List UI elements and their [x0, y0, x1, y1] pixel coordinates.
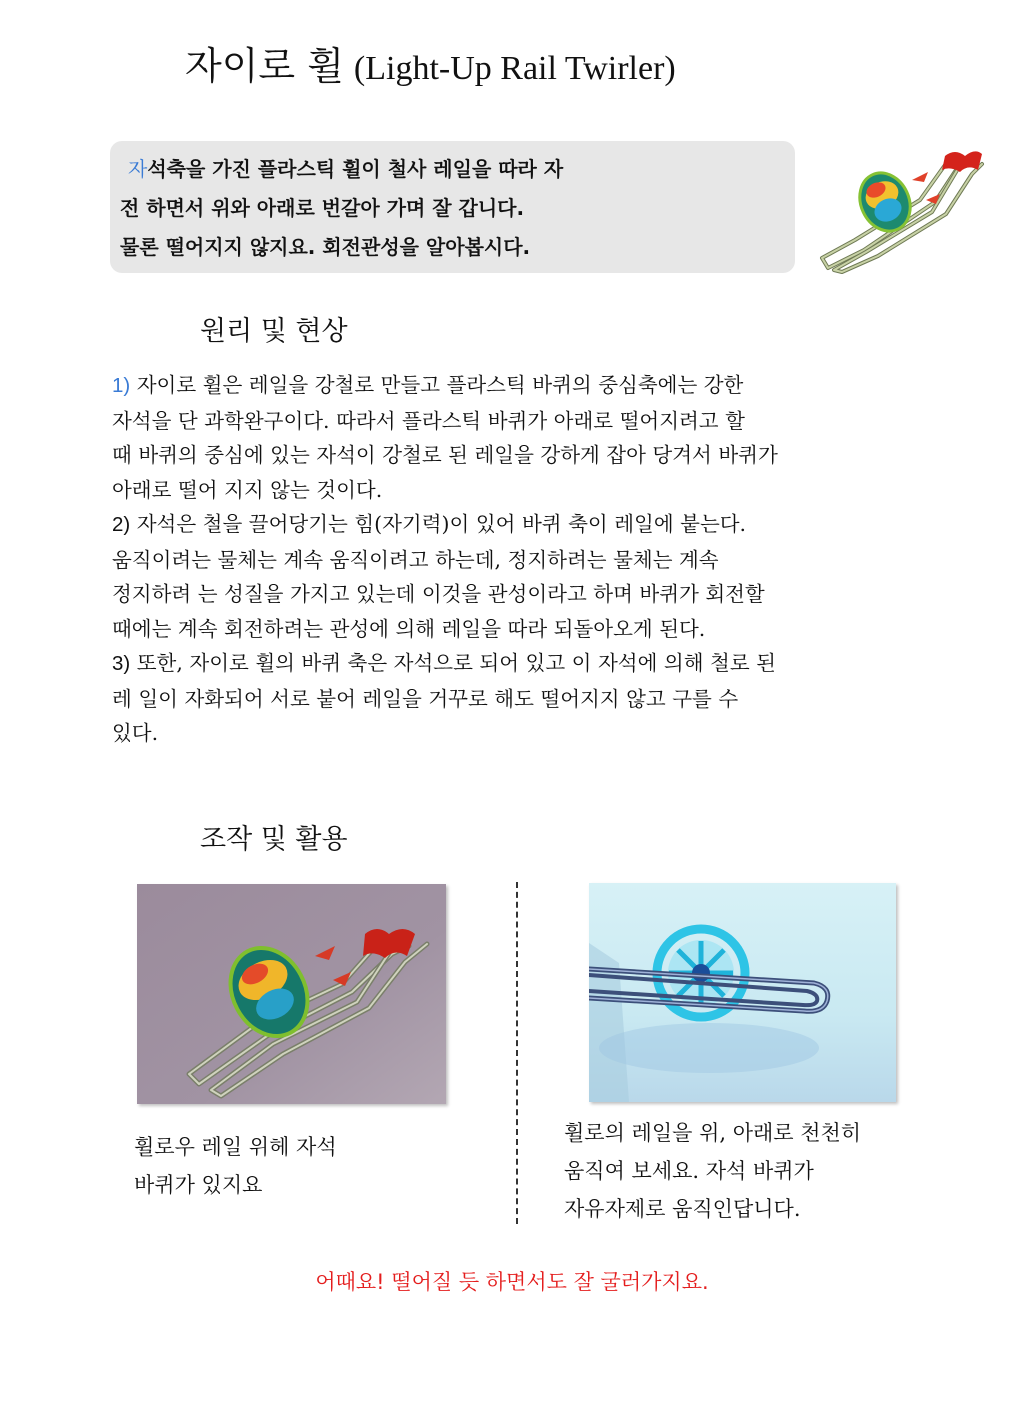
caption-left-line-1: 휠로우 레일 위헤 자석	[134, 1135, 337, 1159]
intro-line-1	[120, 150, 785, 189]
intro-text	[120, 150, 785, 267]
principle-line: 때 바퀴의 중심에 있는 자석이 강철로 된 레일을 강하게 잡아 당겨서 바퀴가	[112, 443, 778, 467]
caption-left	[134, 1128, 337, 1204]
principle-line: 움직이려는 물체는 계속 움직이려고 하는데, 정지하려는 물체는 계속	[112, 547, 719, 572]
caption-left-line-2: 바퀴가 있지요	[134, 1173, 263, 1197]
intro-line-1-rest: 석축을 가진 플라스틱 휠이 철사 레일을 따라 자	[147, 157, 564, 181]
caption-right-line-2: 움직여 보세요. 자석 바퀴가	[564, 1159, 814, 1183]
intro-line-3: 물론 떨어지지 않지요. 회전관성을 알아봅시다.	[120, 235, 531, 259]
principle-text: 또한, 자이로 휠의 바퀴 축은 자석으로 되어 있고 이 자석에 의해 철로 된	[130, 651, 776, 675]
principle-line	[112, 507, 1017, 543]
principle-line: 있다.	[112, 721, 159, 745]
principle-line: 정지하려 는 성질을 가지고 있는데 이것을 관성이라고 하며 바퀴가 회전할	[112, 582, 765, 606]
dashed-divider	[516, 882, 518, 1224]
principle-line: 레 일이 자화되어 서로 붙어 레일을 거꾸로 해도 떨어지지 않고 구를 수	[112, 686, 739, 711]
caption-right-line-1: 휠로의 레일을 위, 아래로 천천히	[564, 1121, 862, 1145]
caption-right-line-3: 자유자제로 움직인답니다.	[564, 1197, 801, 1221]
principle-line: 아래로 떨어 지지 않는 것이다.	[112, 477, 383, 502]
closing-message: 어때요! 떨어질 듯 하면서도 잘 굴러가지요.	[315, 1270, 709, 1294]
principle-number-3: 3)	[112, 652, 131, 675]
page-title	[185, 44, 676, 90]
gyro-wheel-photo	[137, 884, 446, 1104]
title-korean: 자이로 휠	[185, 44, 344, 88]
caption-right	[564, 1114, 861, 1228]
principle-text: 자석은 철을 끌어당기는 힘(자기력)이 있어 바퀴 축이 레일에 붙는다.	[130, 512, 747, 536]
principle-number-1: 1)	[112, 374, 131, 397]
intro-first-char: 자	[128, 157, 148, 181]
title-latin: (Light-Up Rail Twirler)	[353, 50, 676, 87]
principle-line	[112, 646, 1017, 682]
principle-number-2: 2)	[112, 513, 131, 536]
principle-line: 때에는 계속 회전하려는 관성에 의해 레일을 따라 되돌아오게 된다.	[112, 616, 706, 641]
principle-line: 자석을 단 과학완구이다. 따라서 플라스틱 바퀴가 아래로 떨어지려고 할	[112, 408, 745, 433]
principle-body	[112, 368, 1017, 751]
principle-line	[112, 368, 1017, 404]
section-usage-title: 조작 및 활용	[200, 824, 348, 855]
section-principle-title: 원리 및 현상	[200, 316, 348, 347]
gyro-wheel-illustration	[800, 140, 990, 275]
principle-text: 자이로 휠은 레일을 강철로 만들고 플라스틱 바퀴의 중심축에는 강한	[130, 373, 744, 397]
cyan-wheel-rail-photo	[589, 883, 896, 1102]
intro-line-2: 전 하면서 위와 아래로 번갈아 가며 잘 갑니다.	[120, 196, 525, 220]
